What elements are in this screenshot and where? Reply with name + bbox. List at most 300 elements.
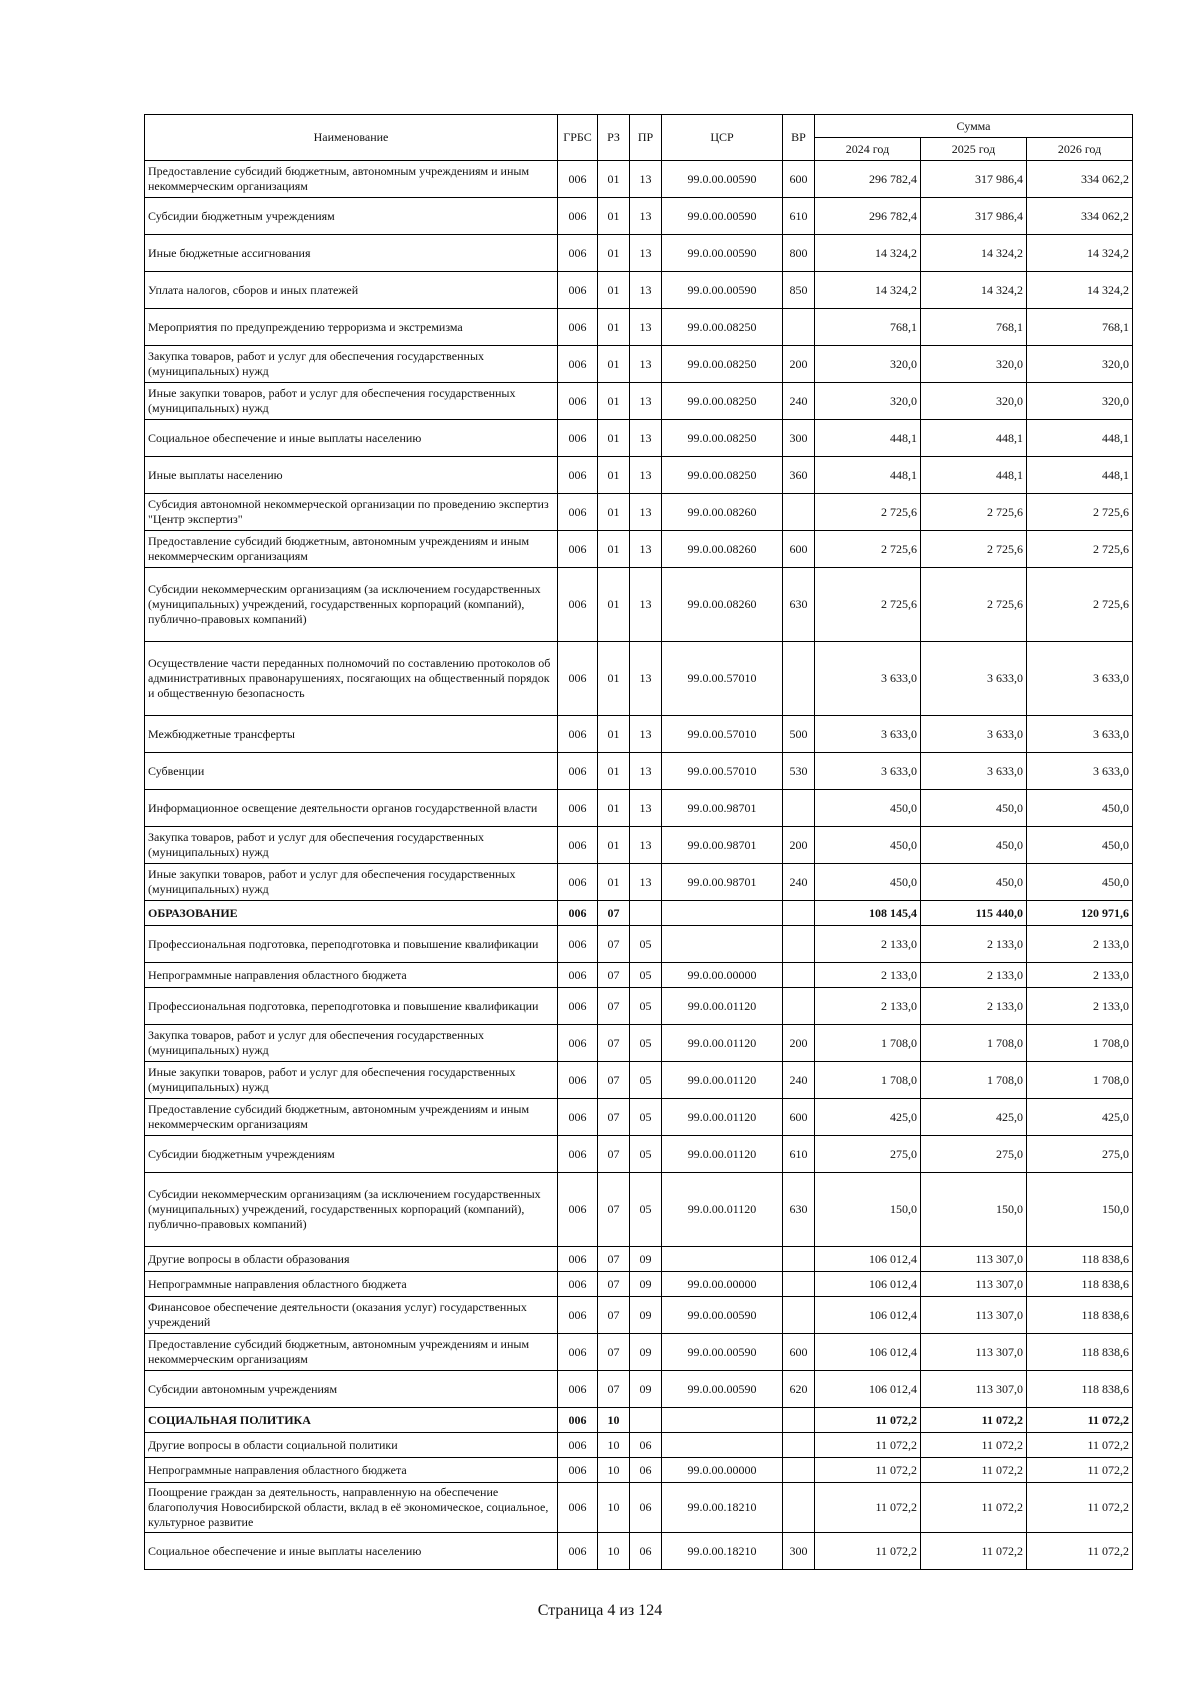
- row-sum-2024: 11 072,2: [815, 1483, 921, 1533]
- row-grbs: 006: [558, 1371, 598, 1408]
- row-rz: 01: [598, 420, 630, 457]
- row-sum-2026: 1 708,0: [1027, 1062, 1133, 1099]
- row-vr: [783, 309, 815, 346]
- row-sum-2026: 425,0: [1027, 1099, 1133, 1136]
- row-vr: 240: [783, 864, 815, 901]
- row-name: Закупка товаров, работ и услуг для обеспечения государственных (муниципальных) нужд: [145, 1025, 558, 1062]
- row-sum-2025: 113 307,0: [921, 1371, 1027, 1408]
- row-sum-2026: 118 838,6: [1027, 1272, 1133, 1297]
- row-vr: [783, 1483, 815, 1533]
- row-grbs: 006: [558, 864, 598, 901]
- header-year-2025: 2025 год: [921, 138, 1027, 161]
- row-sum-2024: 320,0: [815, 346, 921, 383]
- header-rz: РЗ: [598, 115, 630, 161]
- row-rz: 07: [598, 1136, 630, 1173]
- row-name: Другие вопросы в области образования: [145, 1247, 558, 1272]
- row-sum-2026: 11 072,2: [1027, 1408, 1133, 1433]
- row-sum-2026: 2 725,6: [1027, 531, 1133, 568]
- row-grbs: 006: [558, 827, 598, 864]
- row-rz: 10: [598, 1458, 630, 1483]
- table-row: [145, 1458, 1133, 1483]
- row-pr: 06: [630, 1533, 662, 1570]
- row-pr: 13: [630, 864, 662, 901]
- row-sum-2025: 11 072,2: [921, 1408, 1027, 1433]
- row-sum-2024: 150,0: [815, 1173, 921, 1247]
- row-rz: 07: [598, 1173, 630, 1247]
- row-name: Субсидии бюджетным учреждениям: [145, 1136, 558, 1173]
- row-sum-2025: 3 633,0: [921, 642, 1027, 716]
- row-sum-2024: 296 782,4: [815, 198, 921, 235]
- row-name: Субсидия автономной некоммерческой организации по проведению экспертиз "Центр экспертиз": [145, 494, 558, 531]
- row-csr: [662, 1247, 783, 1272]
- row-sum-2026: 3 633,0: [1027, 642, 1133, 716]
- row-sum-2024: 450,0: [815, 827, 921, 864]
- row-grbs: 006: [558, 716, 598, 753]
- row-sum-2025: 113 307,0: [921, 1272, 1027, 1297]
- row-rz: 01: [598, 753, 630, 790]
- row-sum-2026: 11 072,2: [1027, 1433, 1133, 1458]
- row-pr: 13: [630, 827, 662, 864]
- row-sum-2024: 450,0: [815, 790, 921, 827]
- row-rz: 07: [598, 1062, 630, 1099]
- table-row: [145, 926, 1133, 963]
- row-sum-2024: 14 324,2: [815, 272, 921, 309]
- row-name: Предоставление субсидий бюджетным, автономным учреждениям и иным некоммерческим организациям: [145, 531, 558, 568]
- row-grbs: 006: [558, 1247, 598, 1272]
- row-csr: 99.0.00.01120: [662, 988, 783, 1025]
- header-year-2024: 2024 год: [815, 138, 921, 161]
- row-rz: 07: [598, 901, 630, 926]
- table-row: [145, 494, 1133, 531]
- row-sum-2025: 14 324,2: [921, 235, 1027, 272]
- row-name: Другие вопросы в области социальной политики: [145, 1433, 558, 1458]
- row-vr: [783, 963, 815, 988]
- row-pr: 13: [630, 753, 662, 790]
- row-sum-2026: 118 838,6: [1027, 1334, 1133, 1371]
- row-sum-2025: 320,0: [921, 383, 1027, 420]
- row-sum-2024: 106 012,4: [815, 1272, 921, 1297]
- row-sum-2026: 14 324,2: [1027, 235, 1133, 272]
- row-sum-2025: 450,0: [921, 827, 1027, 864]
- row-csr: 99.0.00.00590: [662, 272, 783, 309]
- row-sum-2024: 108 145,4: [815, 901, 921, 926]
- row-grbs: 006: [558, 235, 598, 272]
- row-pr: 13: [630, 790, 662, 827]
- row-name: Информационное освещение деятельности органов государственной власти: [145, 790, 558, 827]
- row-rz: 01: [598, 457, 630, 494]
- table-row: [145, 1272, 1133, 1297]
- row-csr: 99.0.00.00590: [662, 161, 783, 198]
- row-sum-2026: 150,0: [1027, 1173, 1133, 1247]
- row-sum-2025: 2 725,6: [921, 494, 1027, 531]
- row-csr: 99.0.00.57010: [662, 716, 783, 753]
- row-grbs: 006: [558, 988, 598, 1025]
- row-grbs: 006: [558, 753, 598, 790]
- row-name: Субвенции: [145, 753, 558, 790]
- table-row: [145, 235, 1133, 272]
- row-grbs: 006: [558, 457, 598, 494]
- row-vr: [783, 1433, 815, 1458]
- row-csr: 99.0.00.57010: [662, 642, 783, 716]
- row-vr: 500: [783, 716, 815, 753]
- row-sum-2024: 11 072,2: [815, 1433, 921, 1458]
- row-name: Непрограммные направления областного бюджета: [145, 1458, 558, 1483]
- row-sum-2025: 11 072,2: [921, 1483, 1027, 1533]
- row-name: Осуществление части переданных полномочий по составлению протоколов об административных правонарушениях, посягающих на общественный порядок и общественную безопасность: [145, 642, 558, 716]
- row-rz: 07: [598, 1099, 630, 1136]
- row-pr: 13: [630, 420, 662, 457]
- row-vr: [783, 1272, 815, 1297]
- table-row: [145, 1371, 1133, 1408]
- row-name: Субсидии автономным учреждениям: [145, 1371, 558, 1408]
- table-row: [145, 864, 1133, 901]
- row-vr: 530: [783, 753, 815, 790]
- row-pr: 13: [630, 383, 662, 420]
- header-grbs: ГРБС: [558, 115, 598, 161]
- row-rz: 01: [598, 235, 630, 272]
- row-pr: 13: [630, 161, 662, 198]
- table-row: [145, 1062, 1133, 1099]
- row-csr: 99.0.00.98701: [662, 864, 783, 901]
- row-sum-2026: 450,0: [1027, 864, 1133, 901]
- row-csr: 99.0.00.00590: [662, 235, 783, 272]
- row-sum-2025: 317 986,4: [921, 161, 1027, 198]
- row-sum-2024: 425,0: [815, 1099, 921, 1136]
- row-name: Межбюджетные трансферты: [145, 716, 558, 753]
- row-sum-2024: 296 782,4: [815, 161, 921, 198]
- row-sum-2025: 11 072,2: [921, 1433, 1027, 1458]
- row-vr: [783, 1247, 815, 1272]
- row-pr: 05: [630, 1173, 662, 1247]
- row-sum-2026: 11 072,2: [1027, 1483, 1133, 1533]
- row-sum-2025: 768,1: [921, 309, 1027, 346]
- row-grbs: 006: [558, 963, 598, 988]
- row-rz: 01: [598, 716, 630, 753]
- row-vr: 600: [783, 161, 815, 198]
- row-sum-2026: 11 072,2: [1027, 1458, 1133, 1483]
- row-csr: 99.0.00.18210: [662, 1483, 783, 1533]
- row-vr: 240: [783, 1062, 815, 1099]
- table-row: [145, 161, 1133, 198]
- row-sum-2026: 3 633,0: [1027, 716, 1133, 753]
- row-pr: 13: [630, 568, 662, 642]
- row-sum-2025: 3 633,0: [921, 716, 1027, 753]
- budget-table: [144, 114, 1133, 1570]
- row-rz: 10: [598, 1533, 630, 1570]
- row-rz: 01: [598, 198, 630, 235]
- row-grbs: 006: [558, 1297, 598, 1334]
- row-name: Иные выплаты населению: [145, 457, 558, 494]
- table-row: [145, 1025, 1133, 1062]
- row-grbs: 006: [558, 1272, 598, 1297]
- row-vr: 630: [783, 568, 815, 642]
- row-sum-2025: 448,1: [921, 457, 1027, 494]
- row-rz: 07: [598, 926, 630, 963]
- row-vr: 850: [783, 272, 815, 309]
- row-vr: 300: [783, 1533, 815, 1570]
- row-sum-2024: 11 072,2: [815, 1533, 921, 1570]
- row-csr: [662, 1433, 783, 1458]
- row-pr: 05: [630, 963, 662, 988]
- table-row: [145, 1408, 1133, 1433]
- row-pr: 13: [630, 716, 662, 753]
- row-sum-2024: 320,0: [815, 383, 921, 420]
- table-row: [145, 1297, 1133, 1334]
- row-name: Закупка товаров, работ и услуг для обеспечения государственных (муниципальных) нужд: [145, 827, 558, 864]
- row-name: СОЦИАЛЬНАЯ ПОЛИТИКА: [145, 1408, 558, 1433]
- row-grbs: 006: [558, 420, 598, 457]
- row-name: Уплата налогов, сборов и иных платежей: [145, 272, 558, 309]
- row-sum-2025: 113 307,0: [921, 1334, 1027, 1371]
- row-sum-2026: 118 838,6: [1027, 1297, 1133, 1334]
- table-row: [145, 827, 1133, 864]
- row-rz: 10: [598, 1433, 630, 1458]
- row-rz: 01: [598, 864, 630, 901]
- row-sum-2026: 3 633,0: [1027, 753, 1133, 790]
- row-sum-2025: 2 133,0: [921, 988, 1027, 1025]
- row-sum-2024: 448,1: [815, 420, 921, 457]
- table-row: [145, 309, 1133, 346]
- row-csr: 99.0.00.00590: [662, 198, 783, 235]
- row-sum-2026: 118 838,6: [1027, 1371, 1133, 1408]
- row-pr: [630, 1408, 662, 1433]
- row-rz: 10: [598, 1483, 630, 1533]
- table-row: [145, 1247, 1133, 1272]
- table-row: [145, 753, 1133, 790]
- row-sum-2025: 11 072,2: [921, 1458, 1027, 1483]
- row-vr: 200: [783, 346, 815, 383]
- row-sum-2025: 14 324,2: [921, 272, 1027, 309]
- row-pr: 05: [630, 1099, 662, 1136]
- table-row: [145, 1173, 1133, 1247]
- row-sum-2026: 320,0: [1027, 383, 1133, 420]
- table-row: [145, 1533, 1133, 1570]
- row-name: Закупка товаров, работ и услуг для обеспечения государственных (муниципальных) нужд: [145, 346, 558, 383]
- table-row: [145, 420, 1133, 457]
- row-sum-2024: 106 012,4: [815, 1371, 921, 1408]
- table-row: [145, 198, 1133, 235]
- row-sum-2026: 2 133,0: [1027, 963, 1133, 988]
- row-name: Иные бюджетные ассигнования: [145, 235, 558, 272]
- row-vr: [783, 494, 815, 531]
- row-pr: 13: [630, 309, 662, 346]
- row-sum-2026: 450,0: [1027, 827, 1133, 864]
- row-pr: 09: [630, 1272, 662, 1297]
- row-rz: 07: [598, 1025, 630, 1062]
- row-sum-2024: 3 633,0: [815, 642, 921, 716]
- row-rz: 01: [598, 531, 630, 568]
- row-sum-2025: 2 725,6: [921, 568, 1027, 642]
- row-rz: 07: [598, 1272, 630, 1297]
- table-row: [145, 790, 1133, 827]
- row-sum-2024: 1 708,0: [815, 1062, 921, 1099]
- row-sum-2026: 768,1: [1027, 309, 1133, 346]
- row-name: Непрограммные направления областного бюджета: [145, 1272, 558, 1297]
- row-pr: 09: [630, 1247, 662, 1272]
- row-vr: 610: [783, 1136, 815, 1173]
- row-grbs: 006: [558, 309, 598, 346]
- row-grbs: 006: [558, 346, 598, 383]
- table-row: [145, 963, 1133, 988]
- row-csr: 99.0.00.08260: [662, 494, 783, 531]
- row-pr: 13: [630, 457, 662, 494]
- row-csr: 99.0.00.08250: [662, 420, 783, 457]
- row-sum-2025: 3 633,0: [921, 753, 1027, 790]
- header-csr: ЦСР: [662, 115, 783, 161]
- row-sum-2024: 2 133,0: [815, 988, 921, 1025]
- row-vr: 800: [783, 235, 815, 272]
- row-rz: 07: [598, 988, 630, 1025]
- row-sum-2026: 118 838,6: [1027, 1247, 1133, 1272]
- row-sum-2024: 450,0: [815, 864, 921, 901]
- row-pr: 06: [630, 1458, 662, 1483]
- row-rz: 10: [598, 1408, 630, 1433]
- row-pr: 13: [630, 198, 662, 235]
- row-sum-2025: 450,0: [921, 790, 1027, 827]
- row-name: ОБРАЗОВАНИЕ: [145, 901, 558, 926]
- row-vr: 630: [783, 1173, 815, 1247]
- row-sum-2025: 450,0: [921, 864, 1027, 901]
- row-vr: 300: [783, 420, 815, 457]
- row-pr: 13: [630, 531, 662, 568]
- row-csr: [662, 901, 783, 926]
- row-csr: 99.0.00.01120: [662, 1136, 783, 1173]
- row-sum-2025: 320,0: [921, 346, 1027, 383]
- table-row: [145, 1334, 1133, 1371]
- row-grbs: 006: [558, 568, 598, 642]
- header-name: Наименование: [145, 115, 558, 161]
- table-row: [145, 1136, 1133, 1173]
- row-sum-2026: 120 971,6: [1027, 901, 1133, 926]
- row-csr: 99.0.00.08260: [662, 568, 783, 642]
- row-sum-2024: 3 633,0: [815, 716, 921, 753]
- row-name: Социальное обеспечение и иные выплаты населению: [145, 1533, 558, 1570]
- row-sum-2025: 275,0: [921, 1136, 1027, 1173]
- row-rz: 01: [598, 272, 630, 309]
- row-csr: 99.0.00.18210: [662, 1533, 783, 1570]
- row-grbs: 006: [558, 1025, 598, 1062]
- row-sum-2026: 11 072,2: [1027, 1533, 1133, 1570]
- row-rz: 07: [598, 963, 630, 988]
- row-csr: 99.0.00.00590: [662, 1371, 783, 1408]
- row-sum-2024: 768,1: [815, 309, 921, 346]
- row-grbs: 006: [558, 790, 598, 827]
- row-grbs: 006: [558, 198, 598, 235]
- row-sum-2026: 2 725,6: [1027, 494, 1133, 531]
- row-grbs: 006: [558, 1173, 598, 1247]
- row-vr: [783, 988, 815, 1025]
- row-name: Профессиональная подготовка, переподготовка и повышение квалификации: [145, 926, 558, 963]
- header-sum: Сумма: [815, 115, 1133, 138]
- row-sum-2025: 113 307,0: [921, 1297, 1027, 1334]
- row-pr: 05: [630, 926, 662, 963]
- row-sum-2026: 2 133,0: [1027, 926, 1133, 963]
- table-row: [145, 568, 1133, 642]
- row-pr: 13: [630, 272, 662, 309]
- row-csr: 99.0.00.01120: [662, 1025, 783, 1062]
- table-header: [145, 115, 1133, 161]
- row-csr: 99.0.00.00590: [662, 1297, 783, 1334]
- row-sum-2024: 1 708,0: [815, 1025, 921, 1062]
- row-sum-2026: 448,1: [1027, 420, 1133, 457]
- row-name: Мероприятия по предупреждению терроризма и экстремизма: [145, 309, 558, 346]
- row-vr: 600: [783, 1334, 815, 1371]
- row-grbs: 006: [558, 1136, 598, 1173]
- row-vr: [783, 926, 815, 963]
- row-sum-2024: 448,1: [815, 457, 921, 494]
- row-sum-2026: 2 725,6: [1027, 568, 1133, 642]
- row-rz: 01: [598, 790, 630, 827]
- row-name: Иные закупки товаров, работ и услуг для обеспечения государственных (муниципальных) нужд: [145, 383, 558, 420]
- row-name: Предоставление субсидий бюджетным, автономным учреждениям и иным некоммерческим организациям: [145, 1099, 558, 1136]
- row-name: Предоставление субсидий бюджетным, автономным учреждениям и иным некоммерческим организациям: [145, 1334, 558, 1371]
- row-grbs: 006: [558, 531, 598, 568]
- row-pr: 13: [630, 642, 662, 716]
- row-rz: 01: [598, 827, 630, 864]
- row-csr: 99.0.00.00000: [662, 1458, 783, 1483]
- row-sum-2026: 275,0: [1027, 1136, 1133, 1173]
- row-sum-2025: 2 133,0: [921, 963, 1027, 988]
- row-grbs: 006: [558, 1408, 598, 1433]
- row-sum-2025: 425,0: [921, 1099, 1027, 1136]
- row-vr: [783, 1297, 815, 1334]
- row-grbs: 006: [558, 1458, 598, 1483]
- table-row: [145, 1483, 1133, 1533]
- row-grbs: 006: [558, 1062, 598, 1099]
- row-vr: [783, 1458, 815, 1483]
- row-rz: 01: [598, 383, 630, 420]
- row-vr: 360: [783, 457, 815, 494]
- row-vr: 610: [783, 198, 815, 235]
- table-row: [145, 1099, 1133, 1136]
- row-name: Иные закупки товаров, работ и услуг для обеспечения государственных (муниципальных) нужд: [145, 1062, 558, 1099]
- row-grbs: 006: [558, 642, 598, 716]
- table-row: [145, 716, 1133, 753]
- row-sum-2024: 2 725,6: [815, 531, 921, 568]
- row-sum-2025: 2 133,0: [921, 926, 1027, 963]
- table-row: [145, 642, 1133, 716]
- row-grbs: 006: [558, 383, 598, 420]
- row-sum-2025: 1 708,0: [921, 1025, 1027, 1062]
- row-sum-2026: 450,0: [1027, 790, 1133, 827]
- row-vr: 600: [783, 531, 815, 568]
- row-vr: [783, 642, 815, 716]
- table-row: [145, 346, 1133, 383]
- row-pr: 13: [630, 346, 662, 383]
- row-name: Предоставление субсидий бюджетным, автономным учреждениям и иным некоммерческим организациям: [145, 161, 558, 198]
- row-vr: [783, 901, 815, 926]
- row-rz: 07: [598, 1371, 630, 1408]
- row-name: Иные закупки товаров, работ и услуг для обеспечения государственных (муниципальных) нужд: [145, 864, 558, 901]
- row-sum-2025: 2 725,6: [921, 531, 1027, 568]
- row-sum-2026: 334 062,2: [1027, 161, 1133, 198]
- row-rz: 07: [598, 1334, 630, 1371]
- row-sum-2025: 448,1: [921, 420, 1027, 457]
- row-csr: 99.0.00.08250: [662, 346, 783, 383]
- row-rz: 01: [598, 346, 630, 383]
- row-sum-2024: 275,0: [815, 1136, 921, 1173]
- row-grbs: 006: [558, 1099, 598, 1136]
- row-name: Субсидии некоммерческим организациям (за исключением государственных (муниципальных) учреждений, государственных корпораций (компаний), публично-правовых компаний): [145, 1173, 558, 1247]
- row-rz: 01: [598, 494, 630, 531]
- row-pr: 06: [630, 1483, 662, 1533]
- row-vr: [783, 1408, 815, 1433]
- table-row: [145, 272, 1133, 309]
- row-sum-2026: 448,1: [1027, 457, 1133, 494]
- row-pr: 13: [630, 235, 662, 272]
- row-name: Субсидии бюджетным учреждениям: [145, 198, 558, 235]
- row-grbs: 006: [558, 272, 598, 309]
